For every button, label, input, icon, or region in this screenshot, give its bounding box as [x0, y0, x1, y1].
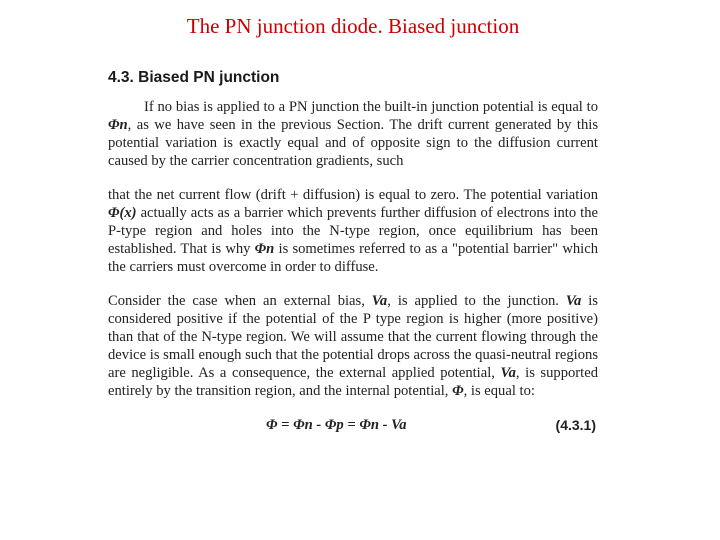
equation-number: (4.3.1)	[555, 417, 596, 433]
p2-text-b: actually acts as a barrier which prevents further diffusion of electrons into the P-type region and holes into the N-type region, once equilibrium has been established. That is why	[108, 205, 598, 257]
p3-text-d: , is supported entirely by the transition region, and the internal potential,	[108, 365, 598, 399]
equation: Φ = Φn - Φp = Φn - Va	[266, 417, 407, 433]
va-symbol: Va	[565, 293, 582, 309]
paragraph-3	[108, 292, 598, 400]
slide-title: The PN junction diode. Biased junction	[186, 14, 520, 38]
paragraph-1	[108, 98, 598, 170]
p1-text-b: , as we have seen in the previous Section. The drift current generated by this potential variation is exactly equal and of opposite sign to the diffusion current caused by the carrier concentration gradients, such	[108, 117, 598, 169]
p3-text-b: , is applied to the junction.	[387, 293, 566, 309]
phi-n-symbol: Φn	[254, 241, 275, 257]
p3-text-e: , is equal to:	[463, 383, 535, 399]
section-heading: 4.3. Biased PN junction	[108, 69, 280, 86]
p2-text-c: is sometimes referred to as a "potential barrier" which the carriers must overcome in order to diffuse.	[108, 241, 598, 275]
document-page	[108, 68, 598, 437]
p3-text-a: Consider the case when an external bias,	[108, 293, 372, 309]
p2-text-a: that the net current flow (drift + diffusion) is equal to zero. The potential variation	[108, 187, 598, 203]
va-symbol: Va	[500, 365, 516, 381]
va-symbol: Va	[371, 293, 388, 309]
equation-row	[108, 417, 598, 437]
p1-text-a: If no bias is applied to a PN junction the built-in junction potential is equal to	[144, 99, 598, 115]
phi-x-symbol: Φ(x)	[108, 205, 137, 221]
phi-n-symbol: Φn	[108, 117, 128, 133]
paragraph-2	[108, 186, 598, 276]
p3-text-c: is considered positive if the potential of the P type region is higher (more positive) than that of the N-type region. We will assume that the current flowing through the device is small enough such that the potential drops across the quasi-neutral regions are negligible. As a consequence, the external applied potential,	[108, 293, 598, 381]
phi-symbol: Φ	[452, 383, 464, 399]
